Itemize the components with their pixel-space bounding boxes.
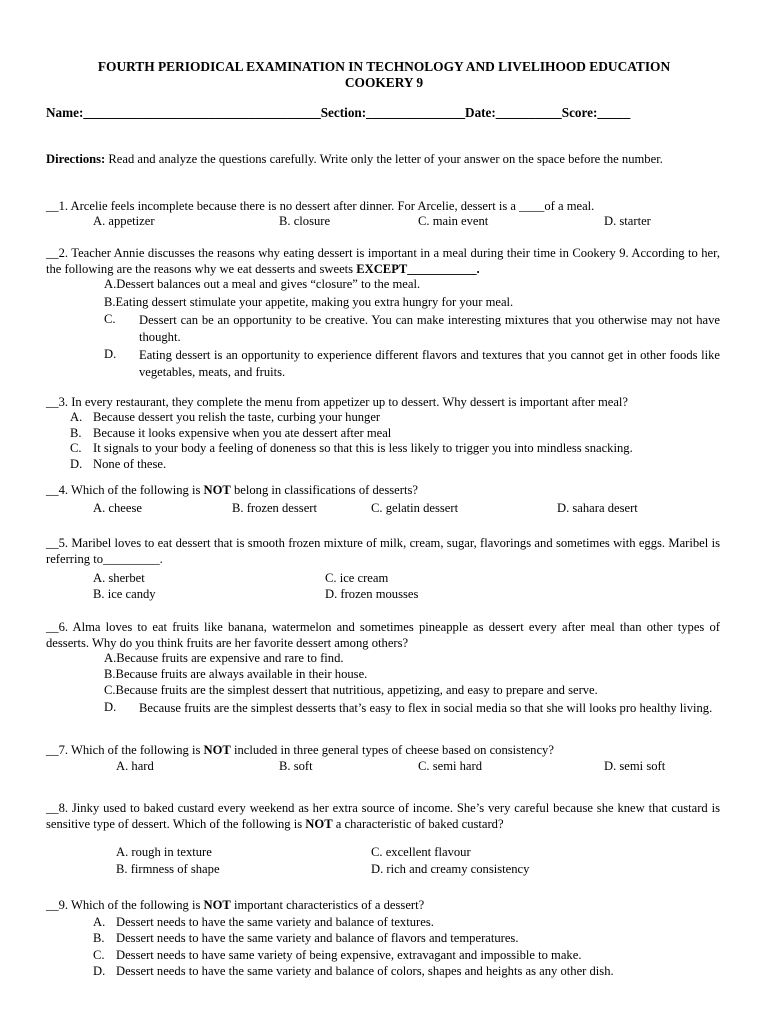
question-8-stem bbox=[46, 801, 720, 832]
directions-label: Directions: bbox=[46, 152, 106, 166]
question-9-stem bbox=[46, 898, 424, 914]
q6-option-c[interactable]: C.Because fruits are the simplest dessert that nutritious, appetizing, and easy to prepare and serve. bbox=[104, 683, 598, 697]
q2-option-b[interactable]: B.Eating dessert stimulate your appetite, making you extra hungry for your meal. bbox=[104, 295, 514, 309]
q7-option-b[interactable]: B. soft bbox=[279, 759, 313, 773]
q7-stem-post: included in three general types of cheese based on consistency? bbox=[230, 743, 554, 757]
q8-option-b[interactable]: B. firmness of shape bbox=[116, 862, 220, 876]
question-7-stem bbox=[46, 743, 554, 759]
question-2-stem bbox=[46, 246, 720, 277]
q5-option-a[interactable]: A. sherbet bbox=[93, 571, 145, 585]
q4-option-a[interactable]: A. cheese bbox=[93, 501, 142, 515]
q7-stem-not: NOT bbox=[203, 743, 231, 757]
q4-stem-post: belong in classifications of desserts? bbox=[230, 483, 418, 497]
q1-option-c[interactable]: C. main event bbox=[418, 214, 489, 228]
q2-option-d-letter[interactable]: D. bbox=[104, 347, 117, 361]
q4-option-c[interactable]: C. gelatin dessert bbox=[371, 501, 459, 515]
q3-option-c[interactable]: It signals to your body a feeling of doneness so that this is less likely to trigger you into mindless snacking. bbox=[93, 441, 633, 455]
question-4-stem bbox=[46, 483, 418, 499]
q8-stem-pre: __8. Jinky used to baked custard every weekend as her extra source of income. She’s very careful because she knew that custard is sensitive type of dessert. Which of the following is bbox=[46, 801, 720, 831]
q8-stem-post: a characteristic of baked custard? bbox=[332, 816, 504, 831]
q3-option-a[interactable]: Because dessert you relish the taste, curbing your hunger bbox=[93, 410, 381, 424]
q2-option-a[interactable]: A.Dessert balances out a meal and gives “closure” to the meal. bbox=[104, 277, 421, 291]
q9-option-c-letter[interactable]: C. bbox=[93, 948, 105, 962]
exam-subtitle: COOKERY 9 bbox=[344, 75, 424, 90]
directions-text: Read and analyze the questions carefully. Write only the letter of your answer on the space before the number. bbox=[105, 152, 663, 166]
q9-option-d[interactable]: Dessert needs to have the same variety and balance of colors, shapes and heights as any other dish. bbox=[116, 964, 614, 978]
q1-option-b[interactable]: B. closure bbox=[279, 214, 331, 228]
q5-option-d[interactable]: D. frozen mousses bbox=[325, 587, 419, 601]
q3-option-d[interactable]: None of these. bbox=[93, 457, 167, 471]
q9-stem-pre: __9. Which of the following is bbox=[46, 898, 204, 912]
q2-option-c[interactable]: Dessert can be an opportunity to be creative. You can make interesting mixtures that you otherwise may not have thought. bbox=[139, 313, 720, 344]
q3-option-b[interactable]: Because it looks expensive when you ate dessert after meal bbox=[93, 426, 392, 440]
q2-option-c-letter[interactable]: C. bbox=[104, 312, 116, 326]
q2-stem-except: EXCEPT___________. bbox=[356, 261, 480, 276]
q8-stem-not: NOT bbox=[305, 816, 333, 831]
q3-option-b-letter[interactable]: B. bbox=[70, 426, 82, 440]
q4-option-d[interactable]: D. sahara desert bbox=[557, 501, 638, 515]
q2-option-d[interactable]: Eating dessert is an opportunity to experience different flavors and textures that you cannot get in other foods like vegetables, meats, and fruits. bbox=[139, 348, 720, 379]
q7-option-d[interactable]: D. semi soft bbox=[604, 759, 666, 773]
q4-option-b[interactable]: B. frozen dessert bbox=[232, 501, 317, 515]
q3-option-d-letter[interactable]: D. bbox=[70, 457, 83, 471]
student-info-line[interactable]: Name:____________________________________Section:_______________Date:__________Score:_____ bbox=[46, 105, 631, 120]
q1-option-a[interactable]: A. appetizer bbox=[93, 214, 155, 228]
q9-stem-not: NOT bbox=[203, 898, 231, 912]
q9-option-d-letter[interactable]: D. bbox=[93, 964, 106, 978]
q9-option-a-letter[interactable]: A. bbox=[93, 915, 106, 929]
q6-option-d-letter[interactable]: D. bbox=[104, 700, 117, 714]
question-3-stem: __3. In every restaurant, they complete the menu from appetizer up to dessert. Why dessert is important after meal? bbox=[46, 395, 629, 409]
q7-option-c[interactable]: C. semi hard bbox=[418, 759, 483, 773]
question-1-stem: __1. Arcelie feels incomplete because there is no dessert after dinner. For Arcelie, dessert is a ____of a meal. bbox=[46, 199, 595, 213]
q2-stem-text: __2. Teacher Annie discusses the reasons why eating dessert is important in a meal during their time in Cookery 9. According to her, the following are the reasons why we eat desserts and sweets bbox=[46, 246, 720, 276]
q8-option-c[interactable]: C. excellent flavour bbox=[371, 845, 471, 859]
q9-option-b-letter[interactable]: B. bbox=[93, 931, 105, 945]
q3-option-c-letter[interactable]: C. bbox=[70, 441, 82, 455]
directions bbox=[46, 152, 720, 168]
q6-option-b[interactable]: B.Because fruits are always available in their house. bbox=[104, 667, 368, 681]
q9-option-a[interactable]: Dessert needs to have the same variety and balance of textures. bbox=[116, 915, 434, 929]
question-6-stem: __6. Alma loves to eat fruits like banana, watermelon and sometimes pineapple as dessert every after meal than other types of desserts. Why do you think fruits are her favorite dessert among others? bbox=[46, 620, 720, 650]
q8-option-a[interactable]: A. rough in texture bbox=[116, 845, 212, 859]
q5-option-c[interactable]: C. ice cream bbox=[325, 571, 389, 585]
q9-stem-post: important characteristics of a dessert? bbox=[230, 898, 425, 912]
q9-option-b[interactable]: Dessert needs to have the same variety and balance of flavors and temperatures. bbox=[116, 931, 519, 945]
q6-option-d[interactable]: Because fruits are the simplest desserts that’s easy to flex in social media so that she will looks pro healthy living. bbox=[139, 701, 713, 715]
q6-option-a[interactable]: A.Because fruits are expensive and rare to find. bbox=[104, 651, 344, 665]
q3-option-a-letter[interactable]: A. bbox=[70, 410, 83, 424]
q4-stem-pre: __4. Which of the following is bbox=[46, 483, 204, 497]
q9-option-c[interactable]: Dessert needs to have same variety of being expensive, extravagant and impossible to make. bbox=[116, 948, 582, 962]
q1-option-d[interactable]: D. starter bbox=[604, 214, 651, 228]
exam-title: FOURTH PERIODICAL EXAMINATION IN TECHNOLOGY AND LIVELIHOOD EDUCATION bbox=[97, 59, 671, 74]
q8-option-d[interactable]: D. rich and creamy consistency bbox=[371, 862, 530, 876]
q4-stem-not: NOT bbox=[203, 483, 231, 497]
q7-stem-pre: __7. Which of the following is bbox=[46, 743, 204, 757]
q7-option-a[interactable]: A. hard bbox=[116, 759, 154, 773]
q5-option-b[interactable]: B. ice candy bbox=[93, 587, 156, 601]
question-5-stem: __5. Maribel loves to eat dessert that is smooth frozen mixture of milk, cream, sugar, flavorings and sometimes with eggs. Maribel is referring to_________. bbox=[46, 536, 720, 566]
